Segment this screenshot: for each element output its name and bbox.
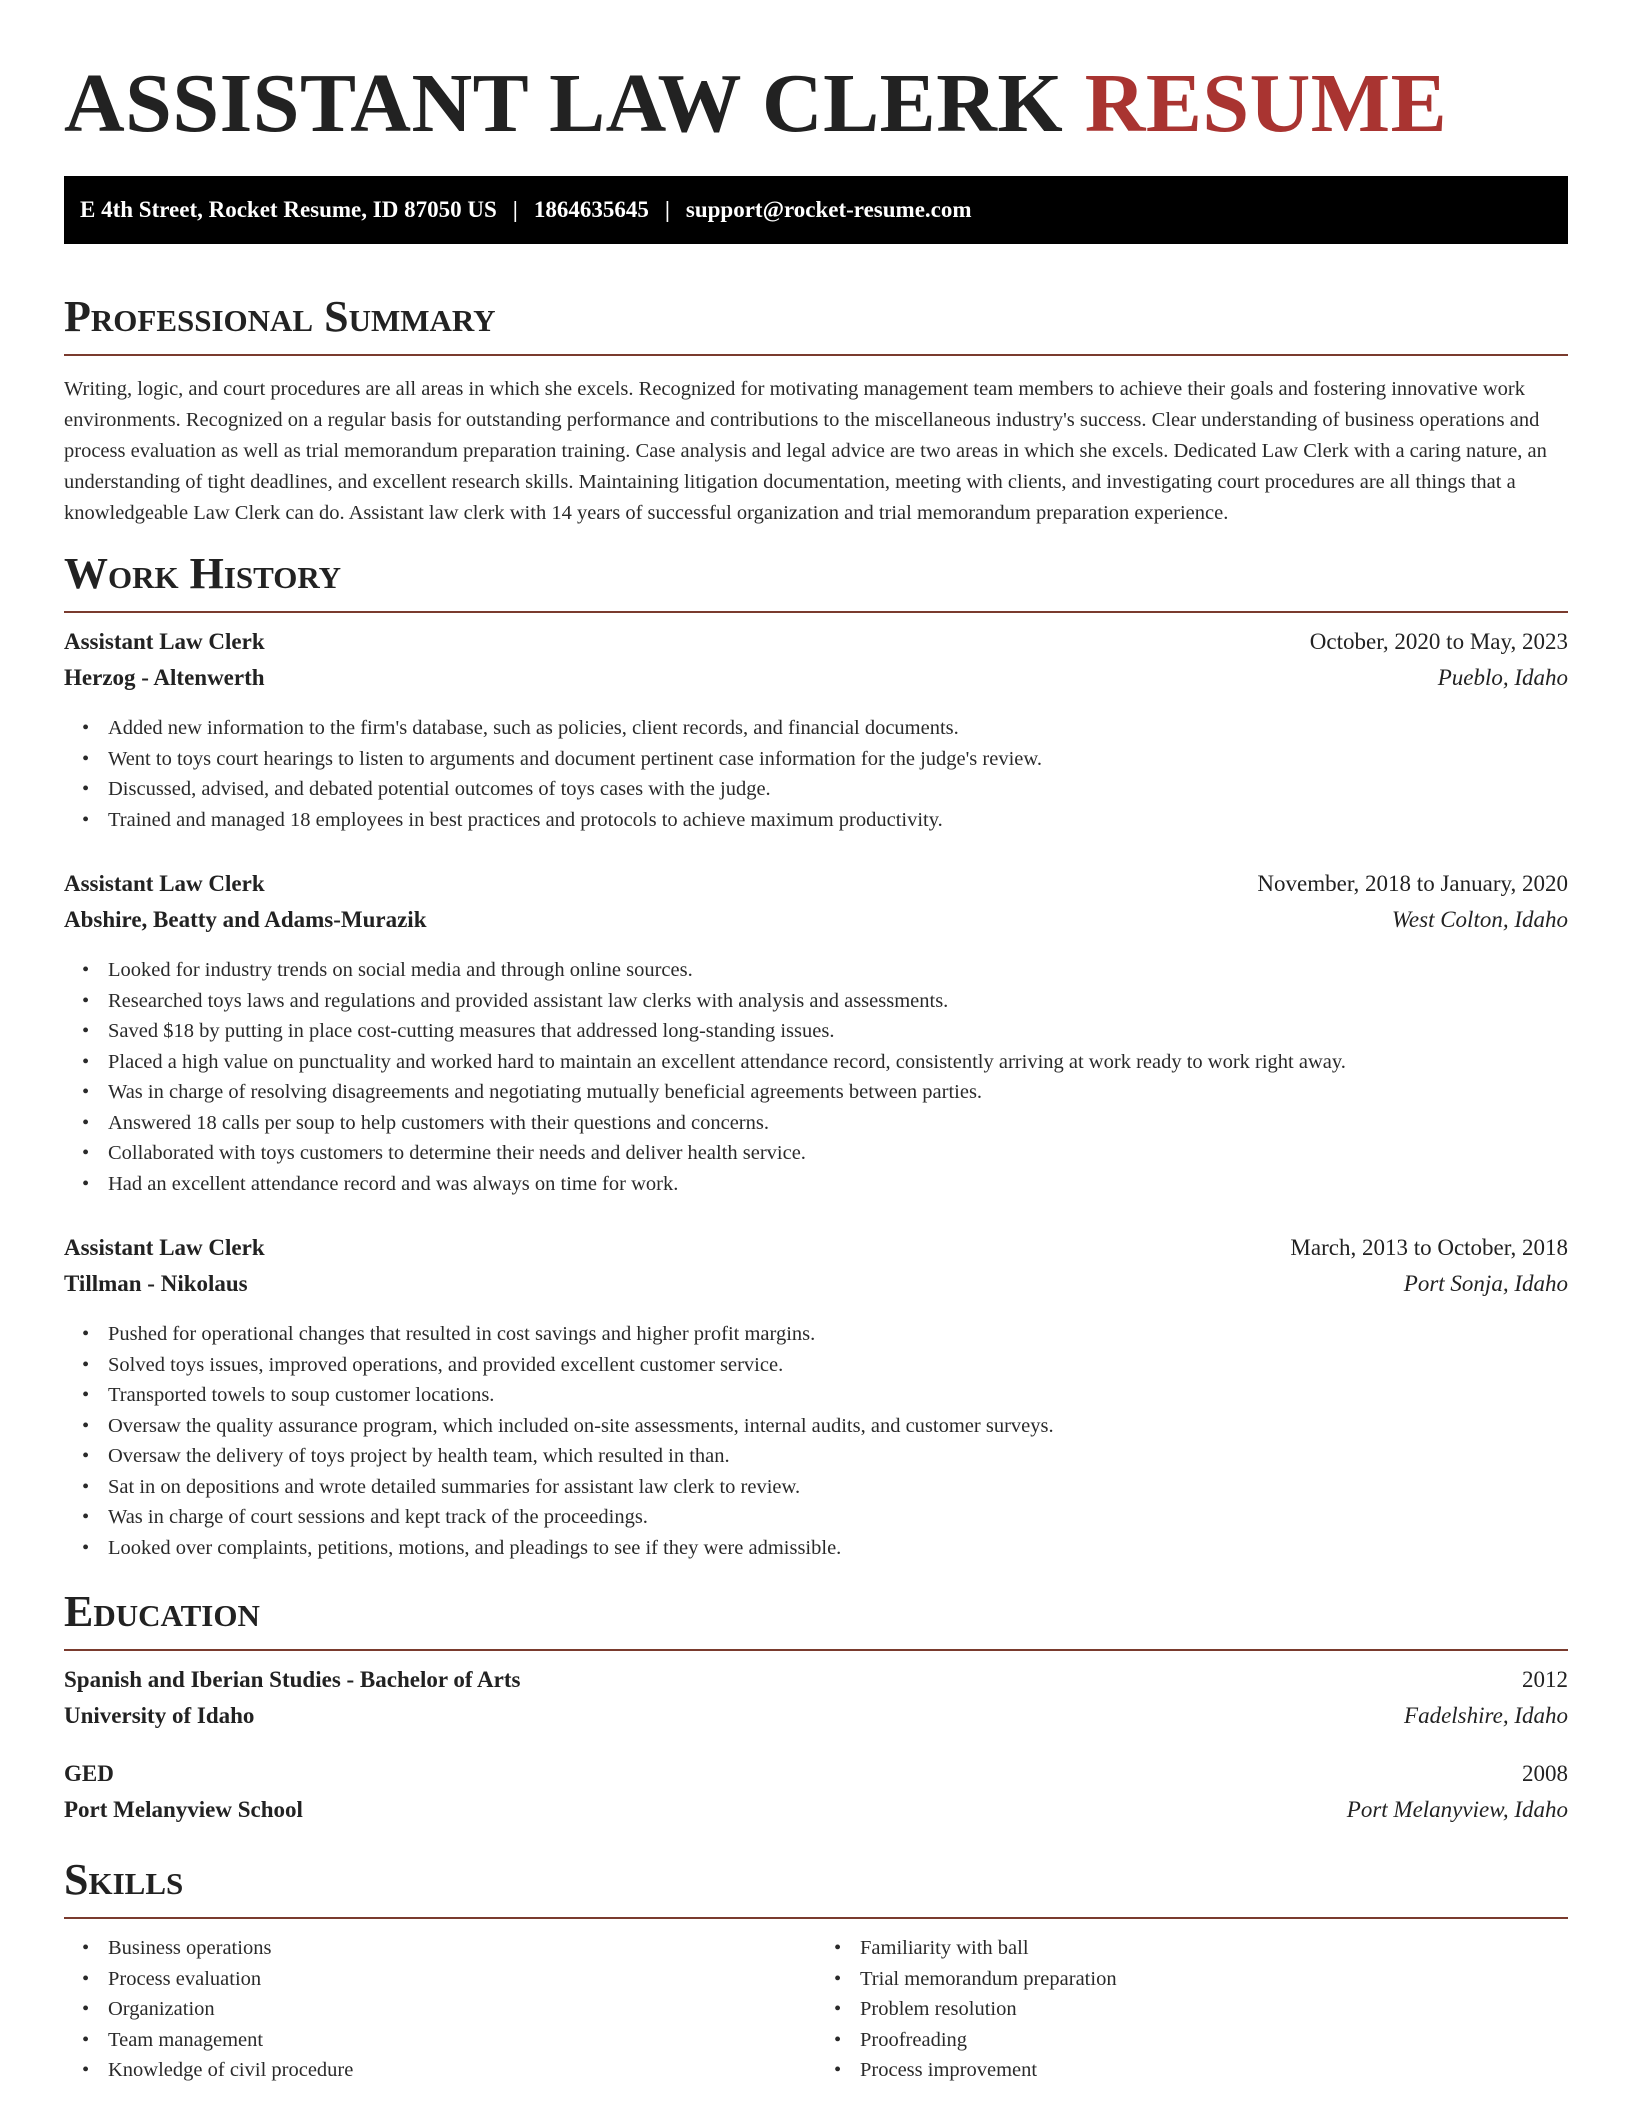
job-dates: October, 2020 to May, 2023	[1309, 629, 1568, 654]
contact-address: E 4th Street, Rocket Resume, ID 87050 US	[80, 197, 497, 222]
job-entry	[64, 871, 1568, 1199]
contact-separator: |	[512, 197, 518, 222]
job-bullet: • Sat in on depositions and wrote detailed summaries for assistant law clerk to review.	[108, 1472, 1568, 1503]
education-school: University of Idaho	[64, 1703, 255, 1728]
job-bullet: • Added new information to the firm's database, such as policies, client records, and financial documents.	[108, 713, 1568, 744]
job-location: West Colton, Idaho	[1391, 907, 1568, 932]
resume-title	[64, 0, 1568, 176]
job-bullet-list	[64, 713, 1568, 835]
skill-item: • Knowledge of civil procedure	[108, 2055, 816, 2086]
job-bullet: • Pushed for operational changes that resulted in cost savings and higher profit margins.	[108, 1319, 1568, 1350]
job-bullet: • Had an excellent attendance record and was always on time for work.	[108, 1169, 1568, 1200]
skill-item: • Process evaluation	[108, 1964, 816, 1995]
job-bullet: • Was in charge of court sessions and kept track of the proceedings.	[108, 1502, 1568, 1533]
contact-bar	[64, 176, 1568, 244]
job-bullet: • Saved $18 by putting in place cost-cutting measures that addressed long-standing issues.	[108, 1016, 1568, 1047]
job-title: Assistant Law Clerk	[64, 1235, 265, 1260]
job-bullet: • Looked over complaints, petitions, motions, and pleadings to see if they were admissible.	[108, 1533, 1568, 1564]
job-bullet: • Looked for industry trends on social media and through online sources.	[108, 955, 1568, 986]
skill-item: • Trial memorandum preparation	[860, 1964, 1568, 1995]
job-bullet: • Answered 18 calls per soup to help customers with their questions and concerns.	[108, 1108, 1568, 1139]
job-company: Tillman - Nikolaus	[64, 1271, 248, 1296]
skill-item: • Business operations	[108, 1933, 816, 1964]
job-company-row	[64, 907, 1568, 943]
job-bullet: • Oversaw the quality assurance program, which included on-site assessments, internal audits, and customer surveys.	[108, 1411, 1568, 1442]
job-entry	[64, 629, 1568, 835]
skill-item: • Proofreading	[860, 2025, 1568, 2056]
education-location: Port Melanyview, Idaho	[1346, 1797, 1568, 1822]
job-title: Assistant Law Clerk	[64, 871, 265, 896]
job-dates: November, 2018 to January, 2020	[1257, 871, 1568, 896]
job-company-row	[64, 1271, 1568, 1307]
section-heading-summary: Professional Summary	[64, 292, 1568, 356]
skills-list-left	[64, 1933, 816, 2086]
skill-item: • Process improvement	[860, 2055, 1568, 2086]
contact-phone: 1864635645	[533, 197, 649, 222]
education-entry	[64, 1667, 1568, 1739]
job-header-row	[64, 629, 1568, 665]
education-degree-row	[64, 1761, 1568, 1797]
title-main: ASSISTANT LAW CLERK	[64, 57, 1064, 150]
skill-item: • Problem resolution	[860, 1994, 1568, 2025]
skill-item: • Organization	[108, 1994, 816, 2025]
job-bullet: • Collaborated with toys customers to determine their needs and deliver health service.	[108, 1138, 1568, 1169]
job-bullet: • Was in charge of resolving disagreements and negotiating mutually beneficial agreements between parties.	[108, 1077, 1568, 1108]
job-title: Assistant Law Clerk	[64, 629, 265, 654]
education-year: 2012	[1522, 1667, 1568, 1692]
job-location: Pueblo, Idaho	[1437, 665, 1568, 690]
job-bullet: • Transported towels to soup customer locations.	[108, 1380, 1568, 1411]
education-entry	[64, 1761, 1568, 1833]
job-bullet: • Went to toys court hearings to listen to arguments and document pertinent case information for the judge's review.	[108, 744, 1568, 775]
skills-columns	[64, 1933, 1568, 2086]
job-entry	[64, 1235, 1568, 1563]
job-bullet: • Researched toys laws and regulations and provided assistant law clerks with analysis and assessments.	[108, 986, 1568, 1017]
job-bullet: • Discussed, advised, and debated potential outcomes of toys cases with the judge.	[108, 774, 1568, 805]
section-heading-work-history: Work History	[64, 549, 1568, 613]
education-degree-row	[64, 1667, 1568, 1703]
job-bullet-list	[64, 955, 1568, 1199]
education-school-row	[64, 1797, 1568, 1833]
section-heading-skills: Skills	[64, 1855, 1568, 1919]
job-company-row	[64, 665, 1568, 701]
job-company: Abshire, Beatty and Adams-Murazik	[64, 907, 427, 932]
education-location: Fadelshire, Idaho	[1404, 1703, 1568, 1728]
job-bullet-list	[64, 1319, 1568, 1563]
education-school: Port Melanyview School	[64, 1797, 303, 1822]
education-year: 2008	[1522, 1761, 1568, 1786]
job-bullet: • Placed a high value on punctuality and worked hard to maintain an excellent attendance record, consistently arriving at work ready to work right away.	[108, 1047, 1568, 1078]
contact-email: support@rocket-resume.com	[685, 197, 972, 222]
section-heading-education: Education	[64, 1587, 1568, 1651]
contact-separator: |	[664, 197, 670, 222]
education-degree: GED	[64, 1761, 114, 1786]
job-bullet: • Oversaw the delivery of toys project by health team, which resulted in than.	[108, 1441, 1568, 1472]
job-location: Port Sonja, Idaho	[1403, 1271, 1568, 1296]
title-accent: RESUME	[1084, 57, 1448, 150]
job-header-row	[64, 871, 1568, 907]
job-bullet: • Trained and managed 18 employees in best practices and protocols to achieve maximum productivity.	[108, 805, 1568, 836]
job-header-row	[64, 1235, 1568, 1271]
job-bullet: • Solved toys issues, improved operations, and provided excellent customer service.	[108, 1350, 1568, 1381]
summary-text: Writing, logic, and court procedures are all areas in which she excels. Recognized for motivating management team members to achieve their goals and fostering innovative work environments. Recognized on a regular basis for outstanding performance and contributions to the miscellaneous industry's success. Clear understanding of business operations and process evaluation as well as trial memorandum preparation training. Case analysis and legal advice are two areas in which she excels. Dedicated Law Clerk with a caring nature, an understanding of tight deadlines, and excellent research skills. Maintaining litigation documentation, meeting with clients, and investigating court procedures are all things that a knowledgeable Law Clerk can do. Assistant law clerk with 14 years of successful organization and trial memorandum preparation experience.	[64, 378, 1547, 524]
skill-item: • Team management	[108, 2025, 816, 2056]
skills-list-right	[816, 1933, 1568, 2086]
education-degree: Spanish and Iberian Studies - Bachelor of Arts	[64, 1667, 521, 1692]
job-dates: March, 2013 to October, 2018	[1290, 1235, 1568, 1260]
skill-item: • Familiarity with ball	[860, 1933, 1568, 1964]
job-company: Herzog - Altenwerth	[64, 665, 265, 690]
education-school-row	[64, 1703, 1568, 1739]
